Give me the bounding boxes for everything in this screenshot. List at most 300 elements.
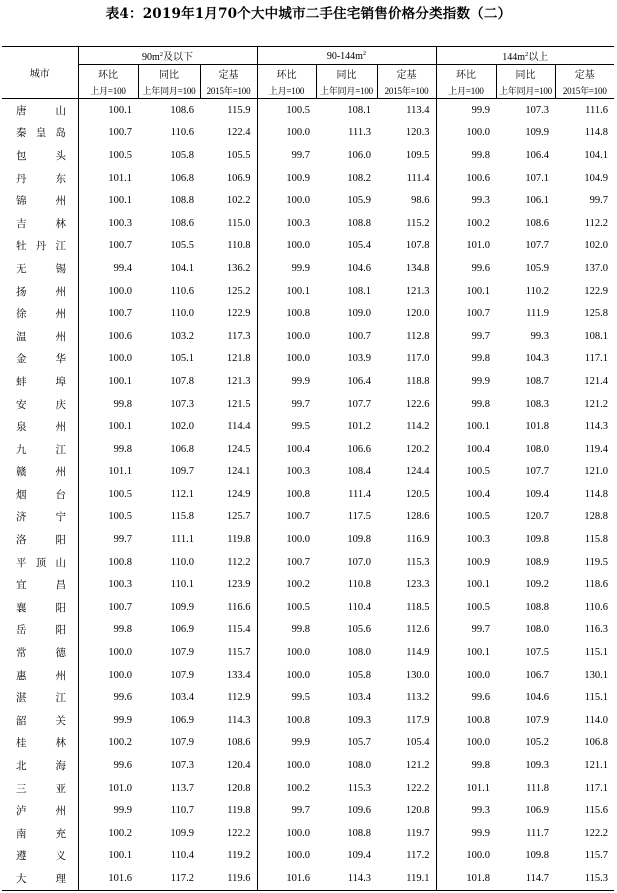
value-cell: 105.8 [170,149,194,161]
value-cell: 115.7 [227,647,251,659]
value-cell: 120.7 [525,511,549,523]
table-row [2,370,614,393]
value-cell: 121.3 [226,375,251,387]
value-cell: 119.6 [200,867,257,890]
value-cell: 110.2 [525,285,549,297]
table-row [2,235,614,258]
value-cell: 108.1 [584,330,609,342]
value-cell: 120.0 [405,308,430,320]
value-cell: 106.7 [525,669,549,681]
value-cell: 100.0 [257,845,316,868]
city-cell [2,257,78,280]
value-cell: 119.7 [406,827,430,839]
value-cell: 118.8 [406,375,430,387]
value-cell: 125.8 [584,308,609,320]
value-cell: 99.8 [436,393,496,416]
table-row [2,822,614,845]
value-cell: 107.3 [170,398,194,410]
value-cell: 105.5 [170,240,194,252]
value-cell: 100.5 [436,461,496,484]
value-cell: 107.7 [347,398,371,410]
city-cell [2,280,78,303]
table-row [2,528,614,551]
city-name: 常德 [16,647,66,660]
value-cell: 114.9 [406,647,430,659]
value-cell: 108.8 [170,195,194,207]
city-name: 平顶山 [16,556,66,569]
city-cell [2,845,78,868]
city-cell [2,415,78,438]
value-cell: 100.3 [257,461,316,484]
value-cell: 100.9 [436,551,496,574]
value-cell: 124.9 [226,488,251,500]
city-cell [2,506,78,529]
value-cell: 115.8 [170,511,194,523]
city-name: 泉州 [16,421,66,434]
value-cell: 104.1 [170,262,194,274]
value-cell: 104.9 [584,172,609,184]
value-cell: 111.8 [526,782,549,794]
city-name: 吉林 [16,217,66,230]
value-cell: 121.3 [405,285,430,297]
table-row [2,393,614,416]
value-cell: 99.8 [436,348,496,371]
value-cell: 115.8 [584,534,609,546]
city-name: 锦州 [16,195,66,208]
table-row [2,732,614,755]
city-cell [2,461,78,484]
value-cell: 99.8 [78,438,138,461]
city-cell [2,686,78,709]
city-cell [2,325,78,348]
value-cell: 110.0 [170,556,194,568]
value-cell: 119.8 [227,534,251,546]
value-cell: 100.1 [78,415,138,438]
city-name: 扬州 [16,285,66,298]
value-cell: 99.8 [78,619,138,642]
col-header-yoy: 同比 [496,65,555,83]
city-cell [2,777,78,800]
value-cell: 118.6 [584,579,609,591]
value-cell: 110.6 [170,285,194,297]
col-header-base: 定基 [555,65,614,83]
value-cell: 107.5 [525,647,549,659]
value-cell: 100.0 [257,822,316,845]
value-cell: 121.1 [584,760,609,772]
value-cell: 100.8 [78,551,138,574]
value-cell: 107.3 [525,104,549,116]
value-cell: 102.0 [584,240,609,252]
value-cell: 108.0 [347,647,371,659]
page-title: 表4：2019年1月70个大中城市二手住宅销售价格分类指数（二） [105,6,512,22]
city-name: 洛阳 [16,534,66,547]
value-cell: 133.4 [226,669,251,681]
value-cell: 125.7 [226,511,251,523]
table-row [2,686,614,709]
value-cell: 98.6 [411,195,430,207]
value-cell: 99.8 [257,619,316,642]
value-cell: 99.9 [78,799,138,822]
value-cell: 115.3 [555,867,614,890]
value-cell: 111.9 [526,308,549,320]
value-cell: 108.6 [525,217,549,229]
value-cell: 106.4 [347,375,371,387]
city-cell [2,709,78,732]
value-cell: 100.1 [78,370,138,393]
city-name: 三亚 [16,782,66,795]
value-cell: 121.2 [584,398,609,410]
value-cell: 117.2 [138,867,200,890]
value-cell: 115.3 [406,556,430,568]
value-cell: 100.4 [257,438,316,461]
value-cell: 101.6 [257,867,316,890]
value-cell: 99.6 [436,257,496,280]
value-cell: 103.4 [347,692,371,704]
table-row [2,664,614,687]
value-cell: 100.0 [78,641,138,664]
value-cell: 99.6 [78,686,138,709]
value-cell: 109.7 [170,466,194,478]
value-cell: 109.4 [347,850,371,862]
value-cell: 100.8 [257,302,316,325]
value-cell: 104.3 [525,353,549,365]
value-cell: 108.1 [347,104,371,116]
value-cell: 114.3 [584,421,609,433]
value-cell: 100.3 [78,212,138,235]
value-cell: 115.9 [227,104,251,116]
city-name: 济宁 [16,511,66,524]
value-cell: 106.9 [226,172,251,184]
value-cell: 107.8 [170,375,194,387]
col-header-base: 定基 [377,65,436,83]
value-cell: 109.0 [347,308,371,320]
value-cell: 105.4 [405,737,430,749]
value-cell: 137.0 [584,262,609,274]
value-cell: 108.9 [525,556,549,568]
base-header-prev-year: 上年同月=100 [138,82,200,99]
value-cell: 100.0 [436,122,496,145]
value-cell: 100.1 [436,573,496,596]
city-cell [2,483,78,506]
city-name: 温州 [16,330,66,343]
value-cell: 136.2 [226,262,251,274]
table-row [2,461,614,484]
value-cell: 101.8 [436,867,496,890]
value-cell: 117.0 [406,353,430,365]
value-cell: 107.0 [347,556,371,568]
table-row [2,348,614,371]
group-header-large: $144m^2$以上 [436,47,614,65]
value-cell: 102.0 [170,421,194,433]
value-cell: 105.9 [347,195,371,207]
table-row [2,506,614,529]
value-cell: 108.8 [347,217,371,229]
value-cell: 134.8 [405,262,430,274]
value-cell: 110.0 [170,308,194,320]
value-cell: 100.0 [78,348,138,371]
value-cell: 100.4 [436,483,496,506]
value-cell: 119.4 [584,443,609,455]
value-cell: 128.8 [584,511,609,523]
value-cell: 123.3 [405,579,430,591]
value-cell: 99.6 [78,754,138,777]
city-cell [2,664,78,687]
value-cell: 119.8 [227,805,251,817]
city-name: 徐州 [16,308,66,321]
value-cell: 115.0 [227,217,251,229]
table-row [2,641,614,664]
value-cell: 108.8 [347,827,371,839]
value-cell: 106.0 [347,149,371,161]
value-cell: 121.2 [405,760,430,772]
value-cell: 101.1 [436,777,496,800]
value-cell: 103.2 [170,330,194,342]
value-cell: 107.9 [170,669,194,681]
value-cell: 100.0 [436,732,496,755]
table-row [2,325,614,348]
city-cell [2,370,78,393]
value-cell: 99.8 [436,144,496,167]
city-cell [2,732,78,755]
value-cell: 121.4 [584,375,609,387]
value-cell: 130.1 [584,669,609,681]
value-cell: 121.0 [584,466,609,478]
value-cell: 114.8 [584,488,609,500]
value-cell: 100.0 [436,845,496,868]
value-cell: 107.9 [525,714,549,726]
value-cell: 99.9 [78,709,138,732]
value-cell: 108.6 [170,217,194,229]
table-row [2,551,614,574]
value-cell: 114.4 [227,421,251,433]
value-cell: 122.2 [584,827,609,839]
value-cell: 116.3 [584,624,609,636]
value-cell: 111.6 [585,104,609,116]
value-cell: 100.1 [78,189,138,212]
value-cell: 112.2 [584,217,609,229]
value-cell: 119.5 [584,556,609,568]
base-header-prev-month: 上月=100 [78,82,138,99]
city-name: 惠州 [16,669,66,682]
value-cell: 110.6 [584,601,609,613]
city-cell [2,596,78,619]
value-cell: 99.7 [436,619,496,642]
city-cell [2,99,78,122]
value-cell: 100.7 [257,551,316,574]
value-cell: 100.7 [78,302,138,325]
value-cell: 109.3 [525,760,549,772]
city-name: 韶关 [16,714,66,727]
value-cell: 107.9 [170,737,194,749]
value-cell: 100.1 [257,280,316,303]
city-name: 无锡 [16,262,66,275]
value-cell: 100.9 [257,167,316,190]
value-cell: 100.7 [78,235,138,258]
value-cell: 100.5 [78,483,138,506]
value-cell: 130.0 [405,669,430,681]
value-cell: 103.4 [170,692,194,704]
col-header-mom: 环比 [78,65,138,83]
city-name: 泸州 [16,805,66,818]
value-cell: 109.2 [525,579,549,591]
value-cell: 99.9 [257,370,316,393]
value-cell: 99.9 [257,257,316,280]
city-name: 秦皇岛 [16,127,66,140]
value-cell: 110.8 [347,579,371,591]
value-cell: 125.2 [226,285,251,297]
col-header-base: 定基 [200,65,257,83]
value-cell: 122.9 [226,308,251,320]
value-cell: 124.1 [226,466,251,478]
value-cell: 100.3 [257,212,316,235]
value-cell: 105.6 [347,624,371,636]
value-cell: 100.5 [257,596,316,619]
col-header-mom: 环比 [436,65,496,83]
value-cell: 100.6 [436,167,496,190]
value-cell: 105.8 [347,669,371,681]
value-cell: 101.0 [78,777,138,800]
value-cell: 100.0 [257,122,316,145]
city-cell [2,348,78,371]
value-cell: 100.8 [257,709,316,732]
value-cell: 112.9 [227,692,251,704]
city-cell [2,167,78,190]
city-name: 蚌埠 [16,375,66,388]
city-cell [2,393,78,416]
value-cell: 106.9 [170,714,194,726]
value-cell: 107.7 [525,466,549,478]
value-cell: 100.7 [78,596,138,619]
value-cell: 106.8 [170,443,194,455]
value-cell: 114.8 [584,127,609,139]
value-cell: 112.1 [170,488,194,500]
value-cell: 100.1 [78,99,138,122]
value-cell: 99.8 [78,393,138,416]
value-cell: 100.0 [257,528,316,551]
value-cell: 113.7 [170,782,194,794]
value-cell: 117.9 [406,714,430,726]
value-cell: 106.1 [525,195,549,207]
city-name: 桂林 [16,737,66,750]
value-cell: 124.5 [226,443,251,455]
value-cell: 115.6 [584,805,609,817]
value-cell: 111.7 [526,827,549,839]
value-cell: 108.0 [525,624,549,636]
value-cell: 109.9 [170,601,194,613]
city-cell [2,619,78,642]
value-cell: 101.1 [78,167,138,190]
value-cell: 108.0 [347,760,371,772]
base-header-prev-year: 上年同月=100 [316,82,377,99]
table-row [2,415,614,438]
col-header-yoy: 同比 [316,65,377,83]
value-cell: 117.5 [347,511,371,523]
table-row [2,483,614,506]
city-name: 湛江 [16,692,66,705]
city-cell [2,754,78,777]
city-name: 牡丹江 [16,240,66,253]
value-cell: 100.3 [78,573,138,596]
table-row [2,122,614,145]
value-cell: 100.5 [436,506,496,529]
city-name: 岳阳 [16,624,66,637]
value-cell: 115.1 [584,647,609,659]
value-cell: 122.9 [584,285,609,297]
value-cell: 100.7 [78,122,138,145]
value-cell: 116.9 [406,534,430,546]
value-cell: 101.8 [525,421,549,433]
table-row [2,189,614,212]
value-cell: 106.8 [584,737,609,749]
base-header-2015: 2015年=100 [377,82,436,99]
city-cell [2,822,78,845]
value-cell: 112.6 [406,624,430,636]
value-cell: 128.6 [405,511,430,523]
value-cell: 99.9 [436,99,496,122]
group-header-medium: $90-144m^2$ [257,47,436,65]
table-row [2,619,614,642]
city-name: 包头 [16,149,66,162]
value-cell: 99.4 [78,257,138,280]
value-cell: 113.4 [406,104,430,116]
city-name: 遵义 [16,850,66,863]
value-cell: 114.3 [316,867,377,890]
city-name: 北海 [16,760,66,773]
value-cell: 122.2 [226,827,251,839]
table-row [2,302,614,325]
value-cell: 105.9 [525,262,549,274]
value-cell: 119.1 [377,867,436,890]
value-cell: 120.5 [405,488,430,500]
city-name: 唐山 [16,104,66,117]
value-cell: 100.0 [257,348,316,371]
value-cell: 109.8 [525,534,549,546]
value-cell: 100.2 [78,732,138,755]
value-cell: 107.1 [525,172,549,184]
value-cell: 99.6 [436,686,496,709]
table-row [2,438,614,461]
value-cell: 100.2 [436,212,496,235]
value-cell: 120.4 [226,760,251,772]
value-cell: 110.6 [170,127,194,139]
value-cell: 115.2 [406,217,430,229]
value-cell: 109.4 [525,488,549,500]
value-cell: 100.5 [78,144,138,167]
table-row [2,845,614,868]
value-cell: 100.1 [436,280,496,303]
value-cell: 100.0 [257,325,316,348]
value-cell: 103.9 [347,353,371,365]
value-cell: 121.5 [226,398,251,410]
table-row [2,777,614,800]
value-cell: 111.3 [348,127,371,139]
price-index-table [2,46,614,891]
value-cell: 107.3 [170,760,194,772]
city-cell [2,573,78,596]
value-cell: 122.4 [226,127,251,139]
city-cell [2,212,78,235]
value-cell: 101.2 [347,421,371,433]
value-cell: 99.7 [589,195,609,207]
value-cell: 100.3 [436,528,496,551]
value-cell: 106.9 [525,805,549,817]
value-cell: 100.7 [436,302,496,325]
value-cell: 99.7 [257,799,316,822]
value-cell: 108.0 [525,443,549,455]
value-cell: 106.9 [170,624,194,636]
value-cell: 100.4 [436,438,496,461]
value-cell: 109.9 [525,127,549,139]
